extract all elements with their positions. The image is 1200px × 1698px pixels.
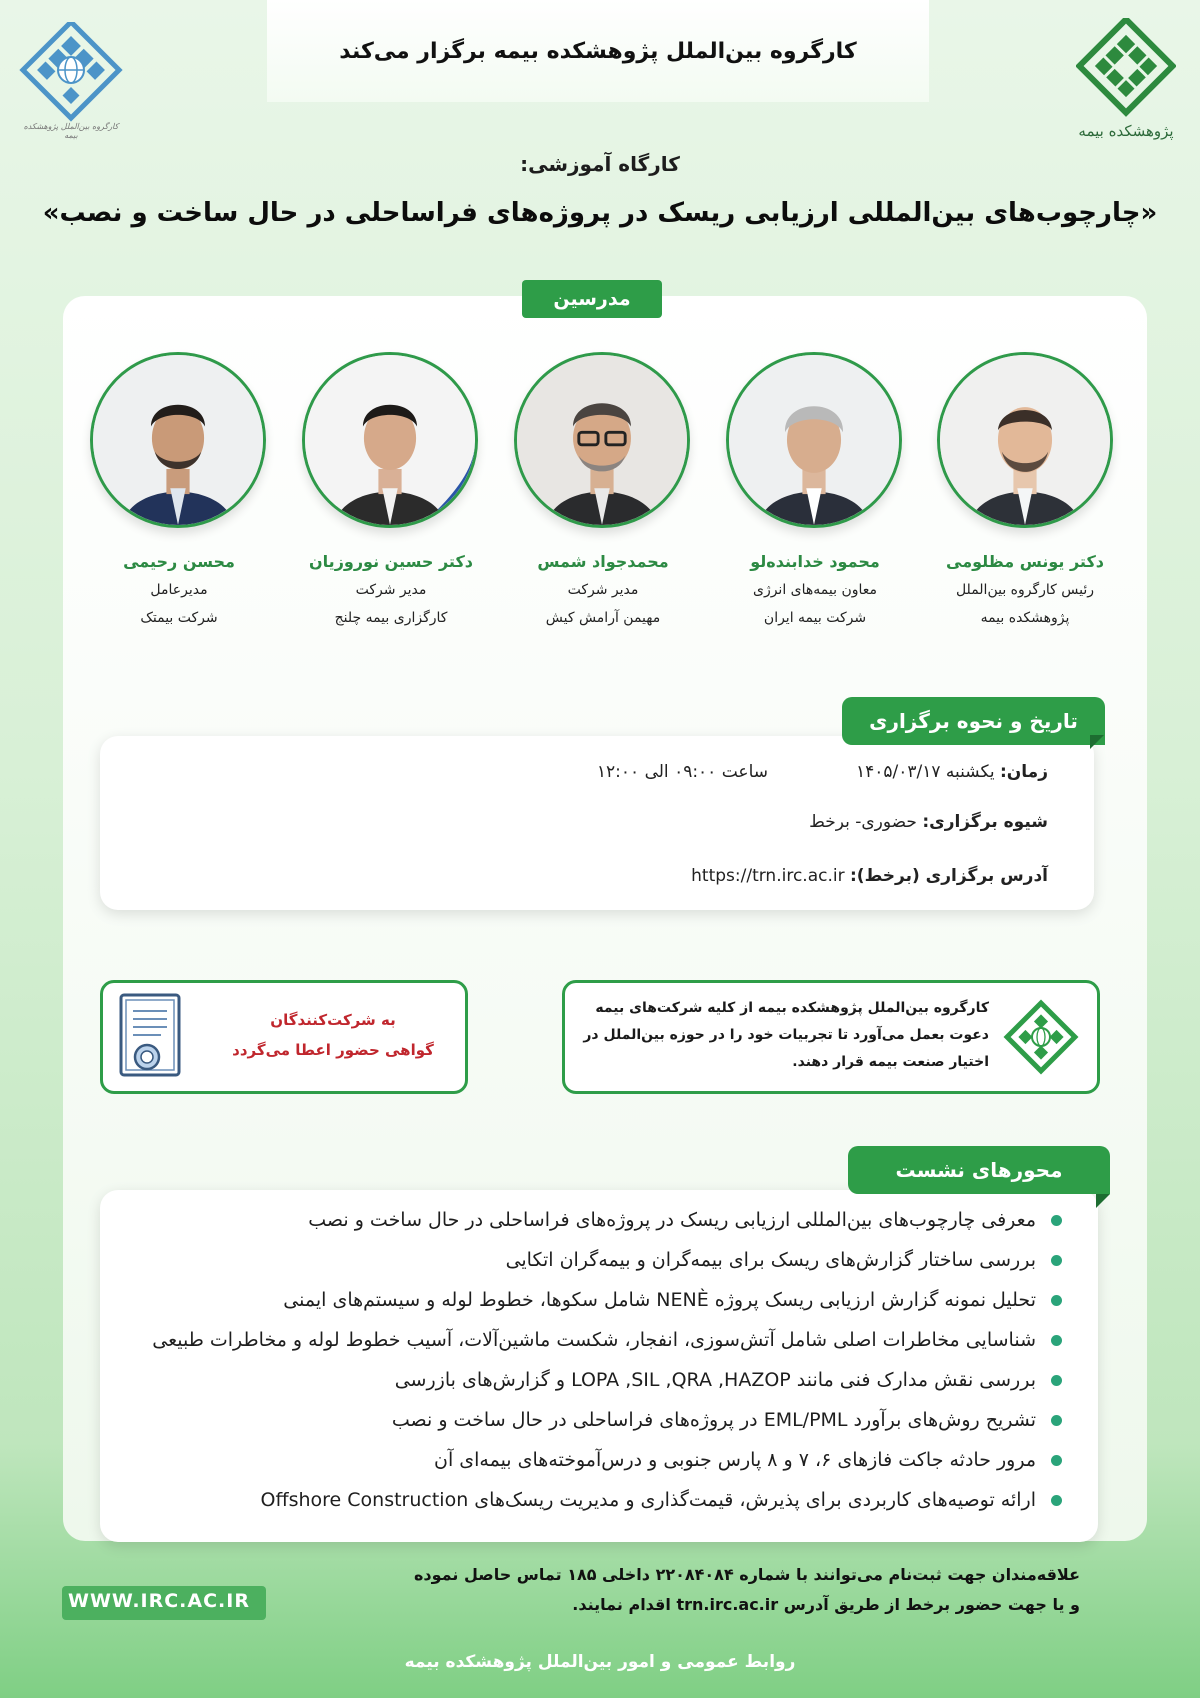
speaker-name: محسن رحیمی	[123, 552, 235, 571]
speaker-org: شرکت بیمتک	[140, 610, 218, 626]
speaker-card-2	[726, 352, 902, 528]
time-label: زمان:	[999, 762, 1048, 782]
address-label: آدرس برگزاری (برخط):	[850, 866, 1048, 886]
list-item: معرفی چارچوب‌های بین‌المللی ارزیابی ریسک در پروژه‌های فراساحلی در حال ساخت و نصب	[116, 1200, 1066, 1240]
insurance-research-logo	[1076, 18, 1176, 150]
speaker-org: کارگزاری بیمه چلنج	[334, 610, 448, 626]
speaker-role: مدیر شرکت	[355, 582, 427, 598]
certificate-text	[213, 1005, 453, 1065]
speaker-role: رئیس کارگروه بین‌الملل	[955, 582, 1095, 598]
speaker-photo	[726, 352, 902, 528]
hours-value: ساعت ۰۹:۰۰ الی ۱۲:۰۰	[596, 762, 768, 782]
certificate-line-2: گواهی حضور اعطا می‌گردد	[232, 1041, 434, 1059]
list-item: بررسی نقش مدارک فنی مانند LOPA ,SIL ,QRA ,HAZOP و گزارش‌های بازرسی	[116, 1360, 1066, 1400]
list-item: تشریح روش‌های برآورد EML/PML در پروژه‌های فراساحلی در حال ساخت و نصب	[116, 1400, 1066, 1440]
address-row	[691, 866, 1048, 886]
speaker-org: پژوهشکده بیمه	[980, 610, 1070, 626]
mode-value: حضوری- برخط	[809, 812, 917, 832]
list-item: ارائه توصیه‌های کاربردی برای پذیرش، قیمت‌گذاری و مدیریت ریسک‌های Offshore Construction	[116, 1480, 1066, 1520]
list-item: تحلیل نمونه گزارش ارزیابی ریسک پروژه NENÈ شامل سکوها، خطوط لوله و سیستم‌های ایمنی	[116, 1280, 1066, 1320]
top-banner	[267, 0, 929, 102]
address-link[interactable]: https://trn.irc.ac.ir	[691, 866, 845, 886]
speaker-role: معاون بیمه‌های انرژی	[752, 582, 878, 598]
speaker-card-3	[514, 352, 690, 528]
speaker-role: مدیر شرکت	[567, 582, 639, 598]
international-group-logo	[18, 22, 124, 148]
invitation-line-3: اختیار صنعت بیمه قرار دهند.	[792, 1054, 989, 1070]
logo-left-caption: کارگروه بین‌الملل پژوهشکده بیمه	[23, 122, 119, 140]
speaker-name: محمدجواد شمس	[537, 552, 669, 571]
speaker-photo	[937, 352, 1113, 528]
list-item: شناسایی مخاطرات اصلی شامل آتش‌سوزی، انفجار، شکست ماشین‌آلات، آسیب خطوط لوله و مخاطرات طبیعی	[116, 1320, 1066, 1360]
public-relations-line: روابط عمومی و امور بین‌الملل پژوهشکده بیمه	[404, 1652, 796, 1672]
speaker-card-5	[90, 352, 266, 528]
certificate-line-1: به شرکت‌کنندگان	[270, 1011, 396, 1029]
logo-right-caption: پژوهشکده بیمه	[1078, 122, 1174, 140]
invitation-box	[562, 980, 1100, 1094]
workshop-label: کارگاه آموزشی:	[520, 152, 680, 176]
speaker-org: مهیمن آرامش کیش	[545, 610, 661, 626]
speaker-name: دکتر یونس مظلومی	[946, 552, 1104, 571]
speaker-photo	[302, 352, 478, 528]
mode-label: شیوه برگزاری:	[922, 812, 1048, 832]
date-value: یکشنبه ۱۴۰۵/۰۳/۱۷	[855, 762, 995, 782]
topics-title: محورهای نشست	[848, 1146, 1110, 1194]
invitation-text	[579, 995, 989, 1076]
time-row	[856, 762, 1048, 782]
invitation-line-2: دعوت بعمل می‌آورد تا تجربیات خود را در حوزه بین‌الملل در	[583, 1027, 989, 1043]
tab-fold	[1096, 1194, 1110, 1208]
speaker-card-1	[937, 352, 1113, 528]
contact-line-2: و یا جهت حضور برخط از طریق آدرس trn.irc.ac.ir اقدام نمایند.	[572, 1595, 1080, 1614]
speaker-name: محمود خدابنده‌لو	[750, 552, 880, 571]
teachers-title: مدرسین	[522, 280, 662, 318]
contact-line-1: علاقه‌مندان جهت ثبت‌نام می‌توانند با شماره ۲۲۰۸۴۰۸۴ داخلی ۱۸۵ تماس حاصل نموده	[413, 1565, 1080, 1584]
certificate-icon	[117, 993, 187, 1081]
speaker-photo	[90, 352, 266, 528]
workshop-title: «چارچوب‌های بین‌المللی ارزیابی ریسک در پروژه‌های فراساحلی در حال ساخت و نصب»	[42, 198, 1158, 228]
banner-text: کارگروه بین‌الملل پژوهشکده بیمه برگزار می‌کند	[339, 38, 857, 64]
website-link[interactable]: WWW.IRC.AC.IR	[68, 1590, 250, 1612]
schedule-title: تاریخ و نحوه برگزاری	[842, 697, 1105, 745]
invitation-line-1: کارگروه بین‌الملل پژوهشکده بیمه از کلیه شرکت‌های بیمه	[595, 1000, 989, 1016]
speaker-org: شرکت بیمه ایران	[763, 610, 867, 626]
speaker-role: مدیرعامل	[150, 582, 208, 598]
list-item: بررسی ساختار گزارش‌های ریسک برای بیمه‌گران و بیمه‌گران اتکایی	[116, 1240, 1066, 1280]
certificate-box	[100, 980, 468, 1094]
tab-fold	[1090, 735, 1104, 749]
topic-list	[116, 1200, 1066, 1520]
speaker-photo	[514, 352, 690, 528]
invitation-logo-icon	[1003, 999, 1079, 1075]
mode-row	[809, 812, 1048, 832]
speaker-name: دکتر حسین نوروزیان	[309, 552, 473, 571]
speaker-card-4	[302, 352, 478, 528]
list-item: مرور حادثه جاکت فازهای ۶، ۷ و ۸ پارس جنوبی و درس‌آموخته‌های بیمه‌ای آن	[116, 1440, 1066, 1480]
